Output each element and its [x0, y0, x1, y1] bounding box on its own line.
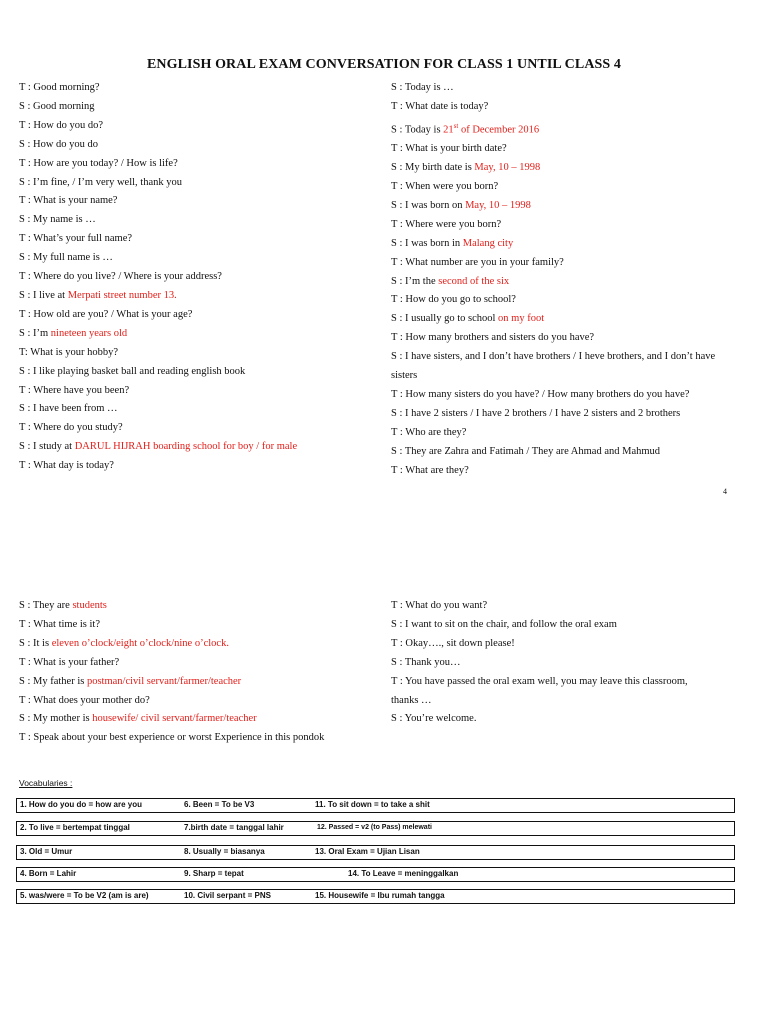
dialogue-text: S : You’re welcome.	[391, 713, 477, 725]
dialogue-line	[19, 192, 379, 211]
dialogue-text: T : What are they?	[391, 464, 469, 476]
dialogue-line	[391, 98, 741, 117]
dialogue-text: S : Thank you…	[391, 656, 461, 668]
dialogue-text: S : I live at	[19, 289, 68, 301]
vocab-entry: 12. Passed = v2 (to Pass) melewati	[317, 824, 432, 831]
dialogue-text: T : What do you want?	[391, 600, 488, 611]
dialogue-text: T : Where do you study?	[19, 422, 123, 434]
dialogue-line	[391, 178, 741, 197]
dialogue-line	[19, 211, 379, 230]
page-number: 4	[723, 487, 727, 496]
dialogue-text: T : Where have you been?	[19, 384, 130, 396]
dialogue-text: T : What is your birth date?	[391, 143, 507, 155]
highlighted-answer: students	[72, 600, 107, 611]
dialogue-line	[19, 635, 379, 654]
dialogue-line	[391, 462, 741, 481]
dialogue-text: T : How are you today? / How is life?	[19, 157, 178, 169]
dialogue-line	[391, 635, 721, 654]
dialogue-text: S : I’m fine, / I’m very well, thank you	[19, 176, 183, 188]
highlighted-answer: 21	[443, 124, 454, 136]
dialogue-text: T : How many sisters do you have? / How many brothers do you have?	[391, 389, 690, 400]
dialogue-line	[19, 249, 379, 268]
dialogue-text: T : Good morning?	[19, 82, 100, 93]
dialogue-line	[391, 329, 741, 348]
vocab-entry: 15. Housewife = Ibu rumah tangga	[315, 891, 445, 900]
vocab-entry: 6. Been = To be V3	[184, 800, 255, 809]
dialogue-line	[19, 710, 379, 729]
highlighted-answer: May, 10 – 1998	[465, 199, 531, 211]
highlighted-answer: DARUL HIJRAH boarding school for boy / for male	[74, 441, 298, 453]
dialogue-text: T : What number are you in your family?	[391, 256, 564, 268]
dialogue-line	[391, 616, 721, 635]
dialogue-line	[19, 344, 379, 363]
highlighted-answer: Malang city	[462, 237, 514, 249]
highlighted-answer: Merpati street number 13.	[67, 289, 177, 301]
dialogue-line	[19, 287, 379, 306]
dialogue-text: T : You have passed the oral exam well, you may leave this classroom,	[391, 675, 688, 687]
dialogue-line	[19, 382, 379, 401]
vocab-entry: 11. To sit down = to take a shit	[315, 800, 430, 809]
dialogue-line	[391, 291, 741, 310]
dialogue-text: S : I was born in	[391, 237, 463, 249]
vocab-entry: 13. Oral Exam = Ujian Lisan	[315, 847, 420, 856]
dialogue-line	[391, 692, 721, 711]
dialogue-text: S : Good morning	[19, 100, 95, 112]
dialogue-line	[19, 400, 379, 419]
highlighted-answer: second of the six	[438, 275, 510, 287]
dialogue-line	[19, 654, 379, 673]
dialogue-text: T : Who are they?	[391, 426, 467, 438]
highlighted-answer: of December 2016	[458, 124, 540, 136]
dialogue-text: T: What is your hobby?	[19, 346, 119, 358]
dialogue-line	[391, 443, 741, 462]
dialogue-text: S : I was born on	[391, 199, 466, 211]
highlighted-answer: eleven o’clock/eight o’clock/nine o’clock.	[51, 637, 229, 649]
dialogue-line	[19, 438, 379, 457]
dialogue-line	[391, 235, 741, 254]
dialogue-text: S : They are Zahra and Fatimah / They are Ahmad and Mahmud	[391, 445, 661, 457]
dialogue-line	[391, 159, 741, 178]
conversation-column-1	[19, 79, 379, 476]
dialogue-line	[19, 174, 379, 193]
vocab-entry: 14. To Leave = meninggalkan	[348, 869, 459, 878]
dialogue-line	[391, 79, 741, 98]
dialogue-text: S : I have 2 sisters / I have 2 brothers / I have 2 sisters and 2 brothers	[391, 407, 681, 419]
dialogue-line	[391, 386, 741, 405]
vocab-entry: 4. Born = Lahir	[20, 869, 77, 878]
dialogue-text: S : My birth date is	[391, 162, 475, 174]
dialogue-text: S : I have sisters, and I don’t have brothers / I heve brothers, and I don’t have	[391, 351, 716, 363]
dialogue-text: S : I want to sit on the chair, and follow the oral exam	[391, 618, 617, 630]
dialogue-text: T : What day is today?	[19, 460, 114, 472]
dialogue-line	[19, 155, 379, 174]
dialogue-text: S : It is	[19, 637, 52, 649]
vocab-row	[16, 867, 735, 882]
dialogue-text: T : When were you born?	[391, 181, 499, 193]
dialogue-line	[391, 654, 721, 673]
dialogue-line	[19, 79, 379, 98]
dialogue-line	[19, 616, 379, 635]
dialogue-text: T : What is your name?	[19, 195, 118, 207]
vocab-entry: 2. To live = bertempat tinggal	[20, 823, 130, 832]
dialogue-line	[391, 273, 741, 292]
dialogue-text: T : How old are you? / What is your age?	[19, 308, 193, 320]
dialogue-line	[391, 254, 741, 273]
dialogue-text: S : I usually go to school	[391, 313, 499, 325]
dialogue-text: S : My full name is …	[19, 252, 113, 264]
dialogue-text: S : I have been from …	[19, 403, 118, 415]
dialogue-text: T : Speak about your best experience or worst Experience in this pondok	[19, 732, 325, 744]
highlighted-answer: nineteen years old	[50, 327, 128, 339]
dialogue-line	[19, 419, 379, 438]
dialogue-line	[391, 597, 721, 616]
vocab-row	[16, 821, 735, 836]
dialogue-line	[19, 729, 379, 748]
dialogue-line	[391, 424, 741, 443]
dialogue-line	[391, 197, 741, 216]
vocab-row	[16, 845, 735, 860]
dialogue-line	[19, 363, 379, 382]
vocab-row	[16, 889, 735, 904]
dialogue-text: T : What’s your full name?	[19, 233, 133, 245]
dialogue-text: S : My father is	[19, 675, 87, 687]
dialogue-text: T : How do you do?	[19, 119, 104, 131]
dialogue-line	[391, 348, 741, 367]
vocab-entry: 1. How do you do = how are you	[20, 800, 143, 809]
vocab-entry: 5. was/were = To be V2 (am is are)	[20, 891, 149, 900]
dialogue-text: S : How do you do	[19, 138, 99, 150]
dialogue-line	[391, 117, 741, 140]
dialogue-text: T : What time is it?	[19, 618, 100, 630]
dialogue-text: T : Where were you born?	[391, 218, 502, 230]
dialogue-line	[391, 216, 741, 235]
conversation-column-3	[19, 597, 379, 748]
vocab-row	[16, 798, 735, 813]
dialogue-line	[19, 306, 379, 325]
dialogue-line	[19, 117, 379, 136]
dialogue-text: S : They are	[19, 600, 73, 611]
dialogue-text: S : I study at	[19, 441, 75, 453]
dialogue-text: T : What is your father?	[19, 656, 120, 668]
dialogue-text: T : What does your mother do?	[19, 694, 150, 706]
dialogue-line	[391, 140, 741, 159]
dialogue-text: S : My name is …	[19, 214, 96, 226]
dialogue-line	[19, 325, 379, 344]
dialogue-line	[391, 310, 741, 329]
dialogue-text: thanks …	[391, 694, 432, 706]
dialogue-line	[19, 230, 379, 249]
dialogue-line	[19, 98, 379, 117]
highlighted-answer: postman/civil servant/farmer/teacher	[86, 675, 242, 687]
dialogue-line	[391, 673, 721, 692]
dialogue-text: S : Today is …	[391, 82, 454, 93]
dialogue-line	[19, 268, 379, 287]
dialogue-text: S : Today is	[391, 124, 444, 136]
dialogue-text: T : Okay…., sit down please!	[391, 637, 515, 649]
vocabularies-heading: Vocabularies :	[19, 778, 73, 788]
highlighted-answer: st	[453, 121, 459, 130]
dialogue-text: T : Where do you live? / Where is your address?	[19, 271, 222, 283]
highlighted-answer: housewife/ civil servant/farmer/teacher	[92, 713, 257, 725]
vocab-entry: 9. Sharp = tepat	[184, 869, 244, 878]
highlighted-answer: on my foot	[498, 313, 545, 325]
dialogue-text: S : I like playing basket ball and reading english book	[19, 365, 246, 377]
conversation-column-2	[391, 79, 741, 481]
dialogue-line	[391, 405, 741, 424]
dialogue-line	[19, 457, 379, 476]
dialogue-text: T : What date is today?	[391, 100, 489, 112]
highlighted-answer: May, 10 – 1998	[474, 162, 541, 174]
vocab-entry: 8. Usually = biasanya	[184, 847, 265, 856]
dialogue-line	[19, 692, 379, 711]
dialogue-line	[391, 367, 741, 386]
dialogue-line	[391, 710, 721, 729]
dialogue-text: T : How many brothers and sisters do you have?	[391, 332, 595, 344]
dialogue-text: S : I’m the	[391, 275, 439, 287]
vocab-entry: 7.birth date = tanggal lahir	[184, 823, 284, 832]
dialogue-line	[19, 673, 379, 692]
dialogue-line	[19, 597, 379, 616]
vocab-entry: 3. Old = Umur	[20, 847, 73, 856]
page-title: ENGLISH ORAL EXAM CONVERSATION FOR CLASS 1 UNTIL CLASS 4	[146, 57, 622, 72]
vocab-entry: 10. Civil serpant = PNS	[184, 891, 271, 900]
dialogue-text: sisters	[391, 370, 418, 382]
dialogue-line	[19, 136, 379, 155]
dialogue-text: S : I’m	[19, 327, 51, 339]
conversation-column-4	[391, 597, 721, 729]
dialogue-text: S : My mother is	[19, 713, 93, 725]
dialogue-text: T : How do you go to school?	[391, 294, 516, 306]
